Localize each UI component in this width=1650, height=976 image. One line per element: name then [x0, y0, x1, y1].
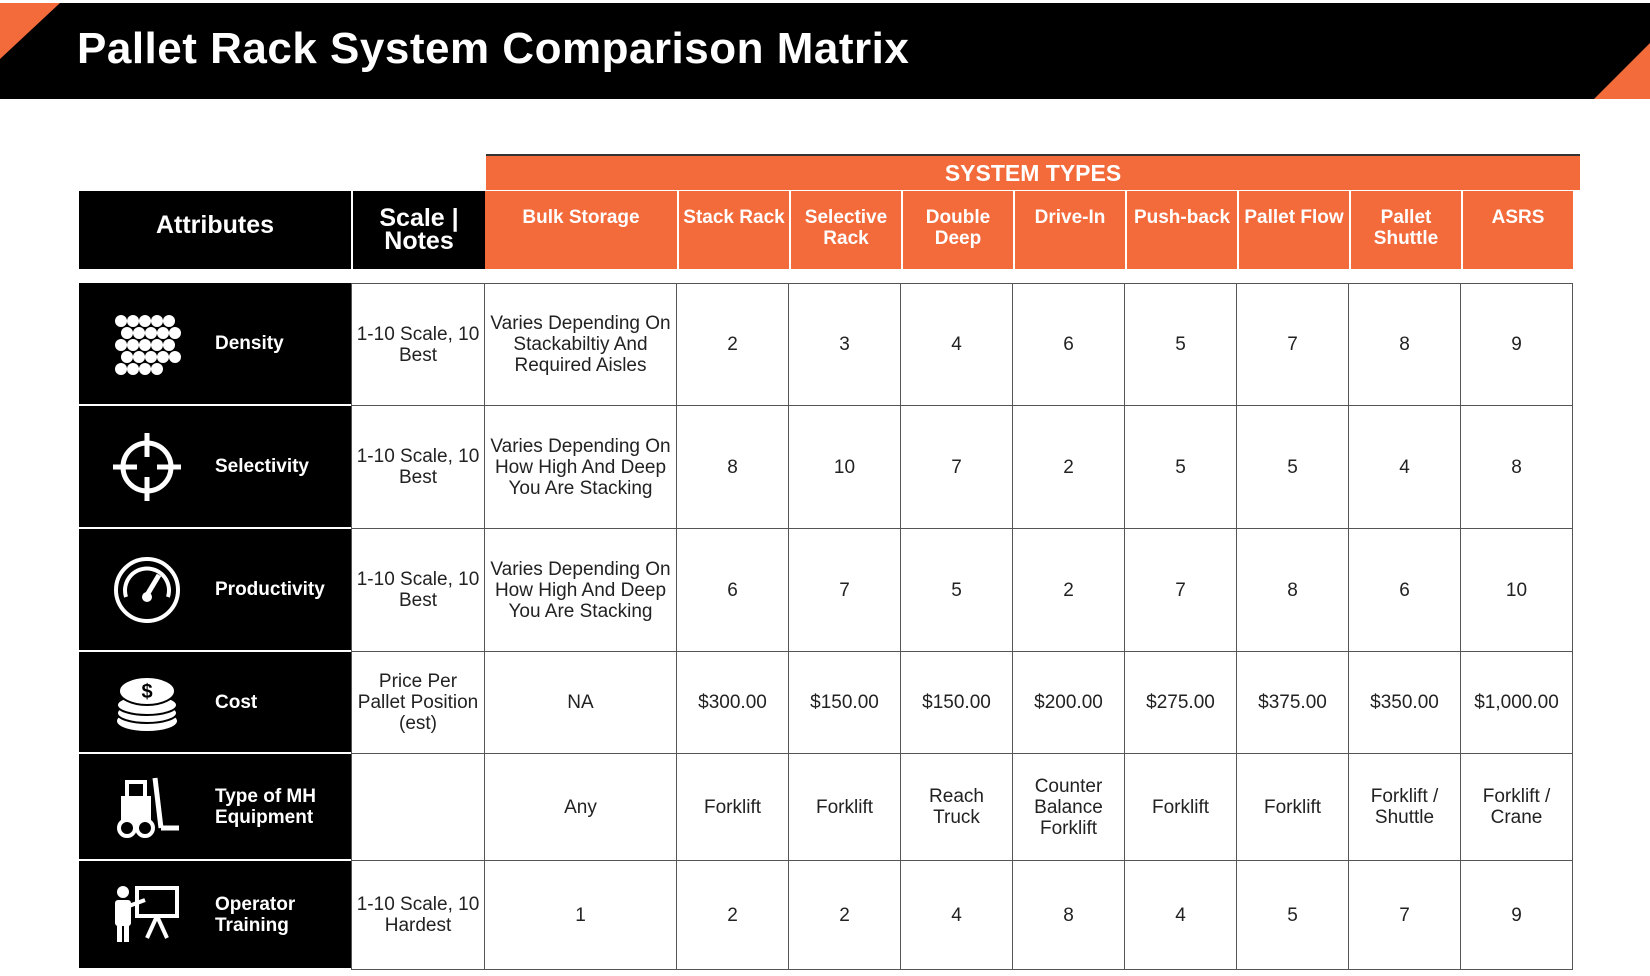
value-cell-stack-rack: 2: [677, 861, 789, 970]
comparison-table-body: [79, 283, 1580, 970]
value-cell-stack-rack: 2: [677, 283, 789, 406]
value-cell-double-deep: $150.00: [901, 652, 1013, 754]
scale-notes-header: Scale | Notes: [351, 191, 485, 269]
value-cell-pallet-flow: $375.00: [1237, 652, 1349, 754]
value-cell-double-deep: 4: [901, 283, 1013, 406]
scale-notes-cell: 1-10 Scale, 10 Best: [351, 283, 485, 406]
system-header-asrs: ASRS: [1461, 191, 1573, 269]
scale-notes-cell: 1-10 Scale, 10 Hardest: [351, 861, 485, 970]
value-cell-push-back: 5: [1125, 283, 1237, 406]
table-row-operator-training: [79, 861, 1580, 970]
value-cell-double-deep: 7: [901, 406, 1013, 529]
value-cell-double-deep: Reach Truck: [901, 754, 1013, 861]
system-header-group: [485, 191, 1573, 269]
attribute-label: Cost: [215, 652, 351, 754]
value-cell-double-deep: 5: [901, 529, 1013, 652]
system-header-pallet-flow: Pallet Flow: [1237, 191, 1349, 269]
forklift-icon: [79, 754, 215, 861]
value-cell-selective-rack: $150.00: [789, 652, 901, 754]
scale-notes-cell: Price Per Pallet Position (est): [351, 652, 485, 754]
value-cell-selective-rack: 10: [789, 406, 901, 529]
system-header-double-deep: Double Deep: [901, 191, 1013, 269]
value-cell-pallet-flow: 7: [1237, 283, 1349, 406]
system-header-stack-rack: Stack Rack: [677, 191, 789, 269]
value-cell-pallet-flow: 5: [1237, 861, 1349, 970]
value-cell-bulk-storage: Varies Depending On Stackabiltiy And Required Aisles: [485, 283, 677, 406]
table-row-type-of-mh-equipment: [79, 754, 1580, 861]
value-cell-bulk-storage: Varies Depending On How High And Deep You Are Stacking: [485, 406, 677, 529]
value-cell-drive-in: $200.00: [1013, 652, 1125, 754]
attribute-label: Productivity: [215, 529, 351, 652]
coin-stack-icon: [79, 652, 215, 754]
table-row-productivity: [79, 529, 1580, 652]
value-cell-asrs: 9: [1461, 283, 1573, 406]
value-cell-push-back: 5: [1125, 406, 1237, 529]
value-cell-selective-rack: Forklift: [789, 754, 901, 861]
value-cell-drive-in: 2: [1013, 529, 1125, 652]
value-cell-asrs: Forklift / Crane: [1461, 754, 1573, 861]
value-cell-asrs: $1,000.00: [1461, 652, 1573, 754]
system-header-pallet-shuttle: Pallet Shuttle: [1349, 191, 1461, 269]
attributes-header: Attributes: [79, 191, 351, 269]
scale-notes-cell: 1-10 Scale, 10 Best: [351, 529, 485, 652]
value-cell-stack-rack: 8: [677, 406, 789, 529]
table-header-row: [79, 191, 1573, 269]
attribute-label: Type of MH Equipment: [215, 754, 351, 861]
attribute-label: Selectivity: [215, 406, 351, 529]
value-cell-pallet-shuttle: 4: [1349, 406, 1461, 529]
value-cell-stack-rack: Forklift: [677, 754, 789, 861]
density-balls-icon: [79, 283, 215, 406]
value-cell-selective-rack: 3: [789, 283, 901, 406]
value-cell-stack-rack: $300.00: [677, 652, 789, 754]
value-cell-push-back: $275.00: [1125, 652, 1237, 754]
system-header-push-back: Push-back: [1125, 191, 1237, 269]
value-cell-pallet-shuttle: 8: [1349, 283, 1461, 406]
table-row-cost: [79, 652, 1580, 754]
value-cell-pallet-flow: 8: [1237, 529, 1349, 652]
system-header-drive-in: Drive-In: [1013, 191, 1125, 269]
value-cell-pallet-shuttle: $350.00: [1349, 652, 1461, 754]
value-cell-push-back: Forklift: [1125, 754, 1237, 861]
value-cell-double-deep: 4: [901, 861, 1013, 970]
value-cell-pallet-flow: Forklift: [1237, 754, 1349, 861]
value-cell-selective-rack: 7: [789, 529, 901, 652]
page-title: Pallet Rack System Comparison Matrix: [77, 24, 910, 73]
corner-accent-bottom-right: [1594, 43, 1650, 99]
value-cell-asrs: 9: [1461, 861, 1573, 970]
attribute-label: Density: [215, 283, 351, 406]
value-cell-drive-in: 8: [1013, 861, 1125, 970]
value-cell-pallet-shuttle: 6: [1349, 529, 1461, 652]
value-cell-drive-in: 6: [1013, 283, 1125, 406]
value-cell-pallet-shuttle: 7: [1349, 861, 1461, 970]
value-cell-drive-in: Counter Balance Forklift: [1013, 754, 1125, 861]
value-cell-push-back: 4: [1125, 861, 1237, 970]
value-cell-bulk-storage: NA: [485, 652, 677, 754]
scale-notes-cell: [351, 754, 485, 861]
crosshair-icon: [79, 406, 215, 529]
value-cell-push-back: 7: [1125, 529, 1237, 652]
attribute-label: Operator Training: [215, 861, 351, 970]
value-cell-stack-rack: 6: [677, 529, 789, 652]
system-header-bulk-storage: Bulk Storage: [485, 191, 677, 269]
speedometer-icon: [79, 529, 215, 652]
table-row-selectivity: [79, 406, 1580, 529]
system-header-selective-rack: Selective Rack: [789, 191, 901, 269]
system-types-header: SYSTEM TYPES: [486, 154, 1580, 190]
svg-text:$: $: [141, 681, 153, 703]
value-cell-asrs: 8: [1461, 406, 1573, 529]
value-cell-bulk-storage: Varies Depending On How High And Deep You Are Stacking: [485, 529, 677, 652]
value-cell-bulk-storage: 1: [485, 861, 677, 970]
value-cell-selective-rack: 2: [789, 861, 901, 970]
value-cell-pallet-flow: 5: [1237, 406, 1349, 529]
table-row-density: [79, 283, 1580, 406]
value-cell-bulk-storage: Any: [485, 754, 677, 861]
value-cell-asrs: 10: [1461, 529, 1573, 652]
scale-notes-cell: 1-10 Scale, 10 Best: [351, 406, 485, 529]
value-cell-pallet-shuttle: Forklift / Shuttle: [1349, 754, 1461, 861]
value-cell-drive-in: 2: [1013, 406, 1125, 529]
corner-accent-top-left: [0, 3, 60, 59]
presenter-icon: [79, 861, 215, 970]
